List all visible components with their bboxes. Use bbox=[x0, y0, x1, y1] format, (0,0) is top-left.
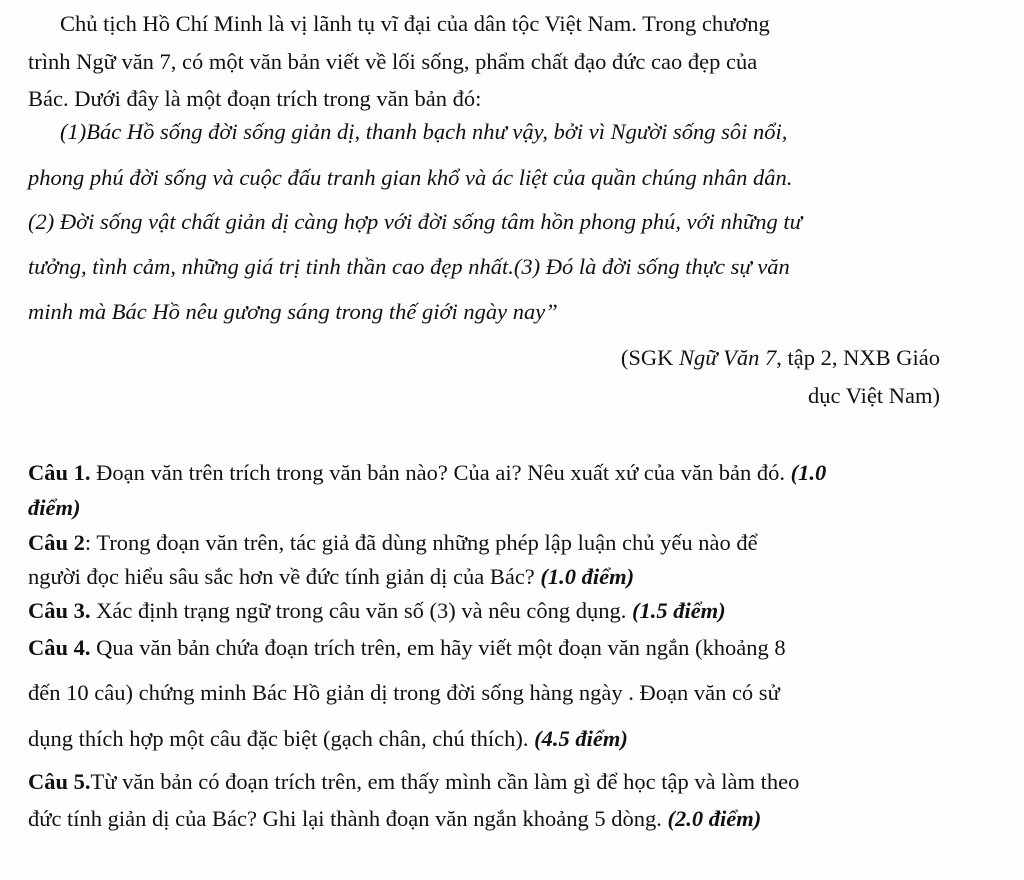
source-line-1 bbox=[621, 343, 940, 373]
excerpt-line-1: (1)Bác Hồ sống đời sống giản dị, thanh bạch như vậy, bởi vì Người sống sôi nổi, bbox=[60, 119, 788, 144]
source-open: (SGK bbox=[620, 345, 679, 370]
excerpt-line-2: phong phú đời sống và cuộc đấu tranh gian khổ và ác liệt của quần chúng nhân dân. bbox=[28, 165, 793, 190]
intro-line-2: trình Ngữ văn 7, có một văn bản viết về lối sống, phẩm chất đạo đức cao đẹp của bbox=[28, 49, 758, 74]
source-title: Ngữ Văn 7 bbox=[678, 345, 777, 370]
question-5-text-b: đức tính giản dị của Bác? Ghi lại thành đoạn văn ngắn khoảng 5 dòng. bbox=[28, 806, 668, 831]
question-2-text-b: người đọc hiểu sâu sắc hơn về đức tính giản dị của Bác? bbox=[28, 564, 541, 589]
source-rest: , tập 2, NXB Giáo bbox=[776, 345, 940, 370]
question-2-score: (1.0 điểm) bbox=[540, 564, 635, 589]
question-2-line-2 bbox=[28, 562, 634, 592]
question-2-text-a: : Trong đoạn văn trên, tác giả đã dùng những phép lập luận chủ yếu nào để bbox=[84, 530, 758, 555]
question-4-label: Câu 4. bbox=[28, 635, 91, 660]
question-3-label: Câu 3. bbox=[28, 598, 91, 623]
excerpt-line-4: tưởng, tình cảm, những giá trị tinh thần cao đẹp nhất.(3) Đó là đời sống thực sự văn bbox=[28, 254, 790, 279]
question-2-label: Câu 2 bbox=[28, 530, 85, 555]
question-2-line-1 bbox=[28, 528, 758, 558]
question-1-score: (1.0 bbox=[790, 460, 827, 485]
intro-line-1: Chủ tịch Hồ Chí Minh là vị lãnh tụ vĩ đại của dân tộc Việt Nam. Trong chương bbox=[60, 11, 770, 36]
question-4-score: (4.5 điểm) bbox=[534, 726, 628, 751]
question-5-line-1 bbox=[28, 767, 799, 797]
question-1-text: Đoạn văn trên trích trong văn bản nào? Của ai? Nêu xuất xứ của văn bản đó. bbox=[90, 460, 791, 485]
question-1-label: Câu 1. bbox=[28, 460, 91, 485]
question-4-line-3 bbox=[28, 724, 628, 754]
question-4-line-2: đến 10 câu) chứng minh Bác Hồ giản dị trong đời sống hàng ngày . Đoạn văn có sử bbox=[28, 680, 780, 705]
source-line-2: dục Việt Nam) bbox=[808, 383, 940, 408]
question-5-text-a: Từ văn bản có đoạn trích trên, em thấy mình cần làm gì để học tập và làm theo bbox=[90, 769, 800, 794]
question-1-score-cont: điểm) bbox=[28, 495, 81, 520]
question-3-text: Xác định trạng ngữ trong câu văn số (3) và nêu công dụng. bbox=[90, 598, 632, 623]
excerpt-line-3: (2) Đời sống vật chất giản dị càng hợp với đời sống tâm hồn phong phú, với những tư bbox=[28, 209, 802, 234]
question-5-score: (2.0 điểm) bbox=[667, 806, 762, 831]
question-4-text-c: dụng thích hợp một câu đặc biệt (gạch chân, chú thích). bbox=[28, 726, 535, 751]
intro-line-3: Bác. Dưới đây là một đoạn trích trong văn bản đó: bbox=[28, 86, 482, 111]
question-4-text-a: Qua văn bản chứa đoạn trích trên, em hãy viết một đoạn văn ngắn (khoảng 8 bbox=[90, 635, 786, 660]
question-4-line-1 bbox=[28, 633, 786, 663]
question-5-label: Câu 5. bbox=[28, 769, 91, 794]
question-5-line-2 bbox=[28, 804, 761, 834]
question-1-line-1 bbox=[28, 458, 826, 488]
question-3-score: (1.5 điểm) bbox=[631, 598, 726, 623]
question-3-line-1 bbox=[28, 596, 726, 626]
excerpt-line-5: minh mà Bác Hồ nêu gương sáng trong thế giới ngày nay” bbox=[28, 299, 558, 324]
